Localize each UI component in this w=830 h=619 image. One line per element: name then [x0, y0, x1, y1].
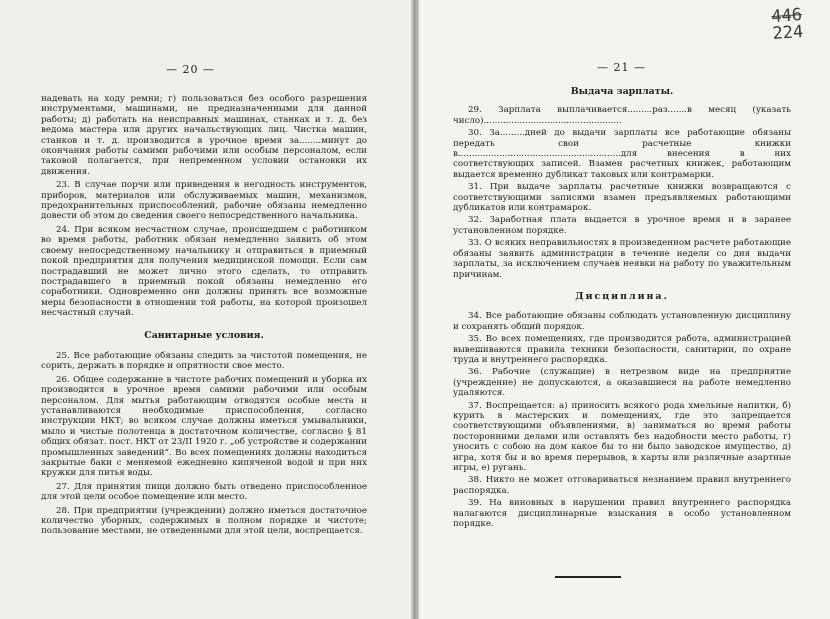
paragraph-24: 24. При всяком несчастном случае, происшедшем с работником во время работы, работник обязан немедленно заявить об этом своему непосредственному начальнику и отправиться в приемный покой предприятия для получения медицинской помощи. Если сам пострадавший не может лично этого сделать, то отправить пострадавшего в приемный покой обязаны немедленно его соработники. Одновременно они должны принять все возможные меры безопасности в отношении той работы, на которой произошел несчастный случай.: [41, 224, 367, 319]
paragraph-32: 32. Заработная плата выдается в урочное время и в заранее установленном порядке.: [453, 215, 791, 236]
handwritten-old-number: 446: [770, 4, 803, 28]
right-page: [419, 0, 830, 619]
paragraph-28: 28. При предприятии (учреждении) должно иметься достаточное количество уборных, содержимых в полном порядке и чистоте; пользование местами, не отведенными для этой цели, воспрещается.: [41, 505, 367, 537]
right-page-text: [453, 87, 791, 529]
left-page-text: [41, 94, 367, 537]
paragraph-31: 31. При выдаче зарплаты расчетные книжки возвращаются с соответствующими записями взамен предъявляемых работающими дубликатов или контрамарок.: [453, 182, 791, 214]
left-page: [0, 0, 411, 619]
paragraph-39: 39. На виновных в нарушении правил внутреннего распорядка налагаются дисциплинарные взыскания в особо установленном порядке.: [453, 498, 791, 530]
section-heading-wages: Выдача зарплаты.: [570, 86, 674, 97]
paragraph-27: 27. Для принятия пищи должно быть отведено приспособленное для этой цели особое помещение или место.: [41, 481, 367, 503]
paragraph-25: 25. Все работающие обязаны следить за чистотой помещения, не сорить, держать в порядке и опрятности свое место.: [41, 350, 367, 372]
handwritten-page-number: [770, 4, 804, 45]
paragraph-37: 37. Воспрещается: а) приносить всякого рода хмельные напитки, б) курить в мастерских и помещениях, где это запрещается соответствующими объявлениями, в) заниматься во время работы посторонними делами или оставлять без надобности место работы, г) уносить с собою на дом какое бы то ни было заводское имущество, д) игра, хотя бы и во время перерывов, в карты или различные азартные игры, е) ругань.: [453, 400, 791, 473]
paragraph-38: 38. Никто не может отговариваться незнанием правил внутреннего распорядка.: [453, 475, 791, 496]
paragraph-29: 29. Зарплата выплачивается.........раз.......в месяц (указать число)..................................................: [453, 105, 791, 126]
paragraph-36: 36. Рабочие (служащие) в нетрезвом виде на предприятие (учреждение) не допускаются, а оказавшиеся на работе немедленно удаляются.: [453, 367, 791, 399]
page-number-21: — 21 —: [597, 61, 646, 74]
paragraph-34: 34. Все работающие обязаны соблюдать установленную дисциплину и сохранять общий порядок.: [453, 311, 791, 332]
section-heading-sanitary: Санитарные условия.: [144, 329, 264, 341]
book-gutter: [411, 0, 419, 619]
end-rule: [555, 576, 621, 578]
paragraph-33: 33. О всяких неправильностях в произведенном расчете работающие обязаны заявить администрации в течение недели со дня выдачи зарплаты, за исключением случаев неявки на работу по уважительным причинам.: [453, 238, 791, 280]
paragraph-22-continuation: надевать на ходу ремни; г) пользоваться без особого разрешения инструментами, машинами, не предназначенными для данной работы; д) работать на неисправных машинах, станках и т. д. без ведома мастера или других начальствующих лиц. Чистка машин, станков и т. д. производится в урочное время за........минут до окончания работы самими рабочими или особым персоналом, если таковой полагается, при непременном условии остановки их движения.: [41, 94, 367, 177]
paragraph-35: 35. Во всех помещениях, где производится работа, администрацией вывешиваются правила техники безопасности, санитарии, по охране труда и внутреннего распорядка.: [453, 334, 791, 365]
section-heading-discipline: Дисциплина.: [575, 290, 669, 302]
handwritten-new-number: 224: [771, 21, 804, 45]
paragraph-30: 30. За.........дней до выдачи зарплаты все работающие обязаны передать свои расчетные книжки в...........................................................для внесения в них соответствующих записей. Взамен расчетных книжек, работающим выдается временно дубликат таковых или контрамарки.: [453, 128, 791, 180]
paragraph-26: 26. Общее содержание в чистоте рабочих помещений и уборка их производится в урочное время самими рабочими или особым персоналом. Для мытья работающим отводятся особые места и устанавливаются необходимые приспособления, согласно инструкции НКТ; во всяком случае должны иметься умывальники, мыло и чистые полотенца в достаточном количестве, согласно § 81 общих обязат. пост. НКТ от 23/II 1920 г. „об устройстве и содержании промышленных заведений“. Во всех помещениях должны находиться закрытые баки с меняемой ежедневно кипяченой водой и при них кружки для питья воды.: [41, 374, 367, 479]
paragraph-23: 23. В случае порчи или приведения в негодность инструментов, приборов, материалов или обслуживаемых машин, механизмов, предохранительных приспособлений, рабочие обязаны немедленно довести об этом до сведения своего непосредственного начальника.: [41, 180, 367, 222]
page-number-20: — 20 —: [166, 63, 215, 76]
